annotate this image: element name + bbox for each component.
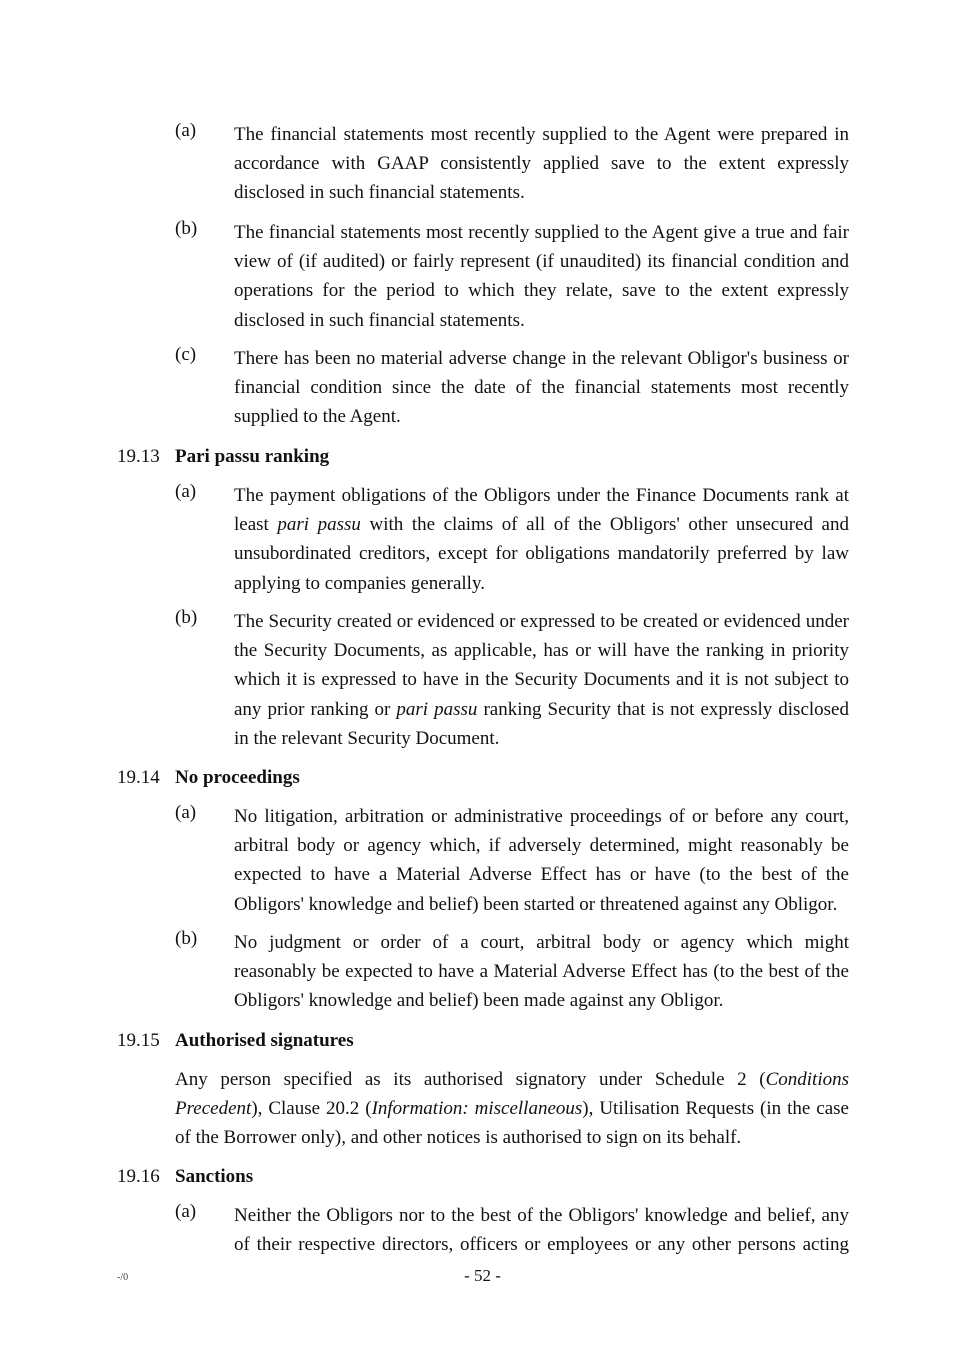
item-label: (b) — [175, 607, 198, 628]
item-text: No judgment or order of a court, arbitral body or agency which might reasonably be expected to have a Material Adverse Effect has (to the best of the Obligors' knowledge and belief) been made against any Obligor. — [234, 932, 849, 1012]
item-text: No litigation, arbitration or administrative proceedings of or before any court, arbitral body or agency which, if adversely determined, might reasonably be expected to have a Material Adverse Effect has or have (to the best of the Obligors' knowledge and belief) been started or threatened against any Obligor. — [234, 806, 849, 915]
section-number: 19.15 — [117, 1030, 160, 1051]
item-text: Neither the Obligors nor to the best of the Obligors' knowledge and belief, any of their respective directors, officers or employees or any other persons acting — [234, 1205, 849, 1256]
item-text: There has been no material adverse change in the relevant Obligor's business or financial condition since the date of the financial statements most recently supplied to the Agent. — [234, 348, 849, 428]
section-number: 19.14 — [117, 767, 160, 788]
item-label: (a) — [175, 481, 197, 502]
page-number: - 52 - — [464, 1266, 501, 1285]
item-label: (b) — [175, 218, 198, 239]
item-text: The payment obligations of the Obligors under the Finance Documents rank at least pari passu with the claims of all of the Obligors' other unsecured and unsubordinated creditors, except for obligations mandatorily preferred by law applying to companies generally. — [234, 485, 849, 594]
clause-19-15-text: Any person specified as its authorised signatory under Schedule 2 (Conditions Precedent), Clause 20.2 (Information: miscellaneous), Utilisation Requests (in the case of the Borrower only), and other notices is authorised to sign on its behalf. — [175, 1069, 849, 1149]
item-text: The Security created or evidenced or expressed to be created or evidenced under the Security Documents, as applicable, has or will have the ranking in priority which it is expressed to have in the Security Documents and it is not subject to any prior ranking or pari passu ranking Security that is not expressly disclosed in the relevant Security Document. — [234, 611, 849, 749]
item-text: The financial statements most recently supplied to the Agent give a true and fair view of (if audited) or fairly represent (if unaudited) its financial condition and operations for the period to which they relate, save to the extent expressly disclosed in such financial statements. — [234, 222, 849, 331]
item-label: (a) — [175, 120, 197, 141]
item-label: (b) — [175, 928, 198, 949]
section-number: 19.13 — [117, 446, 160, 467]
footer-reference: -/0 — [117, 1272, 129, 1283]
section-title: Sanctions — [175, 1166, 254, 1187]
section-title: Pari passu ranking — [175, 446, 330, 467]
item-text: The financial statements most recently supplied to the Agent were prepared in accordance with GAAP consistently applied save to the extent expressly disclosed in such financial statements. — [234, 124, 849, 204]
section-number: 19.16 — [117, 1166, 160, 1187]
item-label: (a) — [175, 802, 197, 823]
item-label: (c) — [175, 344, 197, 365]
item-label: (a) — [175, 1201, 197, 1222]
section-title: No proceedings — [175, 767, 300, 788]
section-title: Authorised signatures — [175, 1030, 354, 1051]
